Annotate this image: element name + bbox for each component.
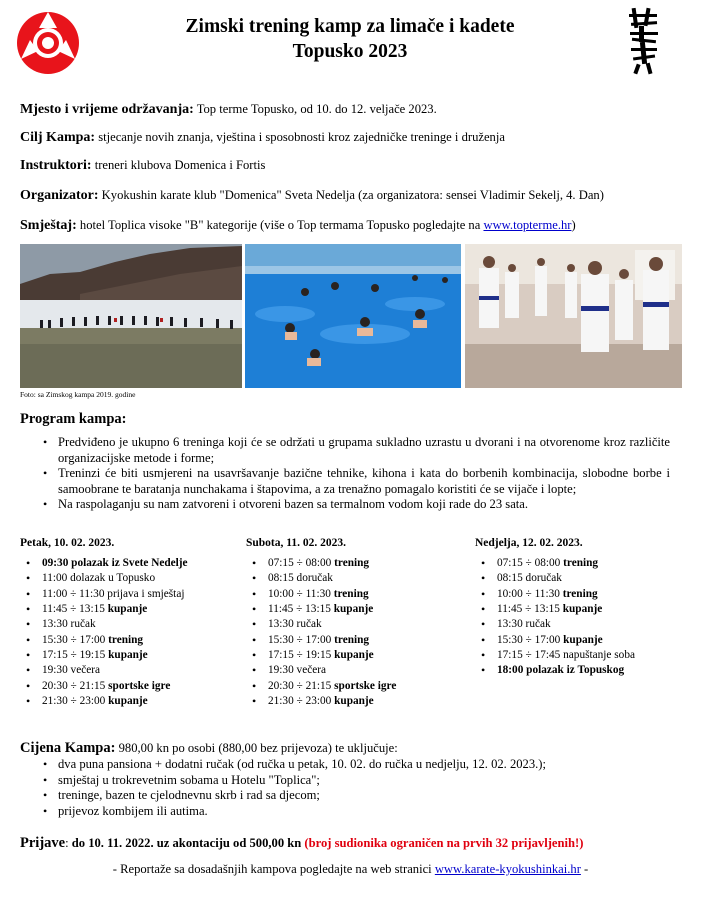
day-title: Subota, 11. 02. 2023. [246, 537, 347, 549]
karate-kyokushinkai-link[interactable]: www.karate-kyokushinkai.hr [434, 862, 581, 876]
schedule-event: kupanje [334, 649, 374, 662]
schedule-list [475, 556, 700, 679]
photo-pool [245, 244, 461, 388]
info-label: Instruktori: [20, 158, 92, 173]
page-title [110, 14, 590, 64]
footer-text-after: - [580, 862, 589, 876]
info-text-after: ) [571, 218, 576, 232]
photo-outdoor-training [20, 244, 242, 388]
info-goal [20, 130, 505, 146]
schedule-event: trening [563, 557, 599, 569]
schedule-event: sportske igre [108, 679, 171, 692]
schedule-time: 20:30 ÷ 21:15 [268, 679, 335, 692]
registration-deadline: do 10. 11. 2022. uz akontaciju od 500,00 kn [71, 836, 302, 850]
schedule-item [20, 648, 245, 663]
schedule-item [475, 633, 700, 648]
footer-text: - Reportaže sa dosadašnjih kampova pogledajte na web stranici [112, 862, 435, 876]
schedule-item [475, 556, 700, 571]
schedule-item [20, 633, 245, 648]
schedule-item [246, 556, 471, 571]
schedule-time: 10:00 ÷ 11:30 [268, 587, 334, 600]
info-text: Top terme Topusko, od 10. do 12. veljače 2023. [193, 102, 437, 116]
topterme-link[interactable]: www.topterme.hr [483, 218, 572, 232]
info-label: Mjesto i vrijeme održavanja: [20, 102, 194, 117]
info-accommodation [20, 218, 576, 234]
info-location [20, 102, 437, 118]
schedule-time: 13:30 ručak [268, 618, 322, 631]
schedule-day-saturday [246, 537, 471, 709]
list-item: • Na raspolaganju su nam zatvoreni i otvoreni bazen sa termalnom vodom koji rade do 23 sata. [38, 497, 670, 513]
schedule-item [20, 571, 245, 586]
registration-colon: : [65, 836, 72, 850]
info-text: Kyokushin karate klub "Domenica" Sveta Nedelja (za organizatora: sensei Vladimir Sekelj, 4. Dan) [98, 188, 604, 202]
schedule-time: 11:00 ÷ 11:30 prijava i smještaj [42, 587, 185, 600]
schedule-event: trening [562, 587, 598, 600]
schedule-event: kupanje [108, 649, 148, 662]
info-label: Smještaj: [20, 218, 77, 233]
list-item: • smještaj u trokrevetnim sobama u Hotelu "Toplica"; [38, 773, 678, 789]
schedule-time: 11:00 dolazak u Topusko [42, 572, 156, 585]
schedule-item [246, 617, 471, 632]
day-title: Petak, 10. 02. 2023. [20, 537, 115, 549]
schedule-event: sportske igre [334, 679, 397, 692]
info-organizer [20, 188, 604, 204]
info-text: treneri klubova Domenica i Fortis [91, 158, 266, 172]
schedule-time: 11:45 ÷ 13:15 [42, 603, 108, 616]
list-item: • Predviđeno je ukupno 6 treninga koji će se održati u grupama sukladno uzrastu u dvorani i na otvorenome kroz različite organizacijske metode i forme; [38, 435, 670, 466]
program-list [38, 435, 670, 513]
list-item: • prijevoz kombijem ili autima. [38, 804, 678, 820]
list-item: • dva puna pansiona + dodatni ručak (od ručka u petak, 10. 02. do ručka u nedjelju, 12. 02. 2023.); [38, 757, 678, 773]
schedule-time: 15:30 ÷ 17:00 [42, 633, 109, 646]
schedule-item [20, 602, 245, 617]
schedule-item [246, 571, 471, 586]
header [0, 0, 701, 90]
schedule-event: trening [333, 587, 369, 600]
schedule-time: 08:15 doručak [268, 572, 333, 585]
info-label: Cilj Kampa: [20, 130, 96, 145]
kyokushin-logo-icon [16, 11, 80, 75]
schedule-time: 07:15 ÷ 08:00 [268, 557, 335, 569]
schedule-time: 15:30 ÷ 17:00 [268, 633, 335, 646]
schedule-item [475, 617, 700, 632]
schedule-time: 18:00 polazak iz Topuskog [497, 664, 625, 677]
schedule-time: 20:30 ÷ 21:15 [42, 679, 109, 692]
schedule-time: 17:15 ÷ 17:45 napuštanje soba [497, 649, 635, 662]
schedule-event: kupanje [333, 603, 374, 616]
price-line [20, 740, 398, 757]
schedule-time: 09:30 polazak iz Svete Nedelje [42, 557, 188, 569]
title-line-1: Zimski trening kamp za limače i kadete [185, 16, 515, 37]
kanji-calligraphy-icon [627, 6, 661, 76]
schedule-time: 17:15 ÷ 19:15 [42, 649, 109, 662]
schedule-time: 21:30 ÷ 23:00 [268, 695, 335, 708]
schedule-item [246, 602, 471, 617]
schedule-item [246, 694, 471, 709]
info-text: stjecanje novih znanja, vještina i sposobnosti kroz zajedničke treninge i druženja [95, 130, 505, 144]
schedule-time: 19:30 večera [268, 664, 327, 677]
list-item: • Treninzi će biti usmjereni na usavršavanje bazične tehnike, kihona i kata do borbenih kombinacija, slobodne borbe i samoobrane te baratanja nunchakama i štapovima, a za trenažno pomagalo koristiti će se vijače i lopte; [38, 466, 670, 497]
schedule-item [475, 663, 700, 678]
schedule-event: kupanje [107, 603, 148, 616]
schedule-item [475, 587, 700, 602]
schedule-item [475, 602, 700, 617]
schedule-item [246, 679, 471, 694]
schedule-item [20, 694, 245, 709]
schedule-time: 21:30 ÷ 23:00 [42, 695, 109, 708]
registration-line [20, 835, 583, 852]
info-instructors [20, 158, 265, 174]
schedule-day-sunday [475, 537, 700, 679]
price-list [38, 757, 678, 819]
registration-label: Prijave [20, 835, 66, 851]
schedule-event: kupanje [562, 603, 603, 616]
schedule-item [475, 571, 700, 586]
schedule-time: 11:45 ÷ 13:15 [497, 603, 563, 616]
schedule-time: 15:30 ÷ 17:00 [497, 633, 564, 646]
list-item: • treninge, bazen te cjelodnevnu skrb i rad sa djecom; [38, 788, 678, 804]
footer [0, 862, 701, 877]
price-label: Cijena Kampa: [20, 740, 116, 756]
photo-caption: Foto: sa Zimskog kampa 2019. godine [20, 390, 136, 399]
program-title: Program kampa: [20, 411, 127, 427]
info-text: hotel Toplica visoke "B" kategorije (više o Top termama Topusko pogledajte na [76, 218, 484, 232]
schedule-event: kupanje [563, 633, 603, 646]
schedule-event: kupanje [334, 695, 374, 708]
schedule-time: 10:00 ÷ 11:30 [497, 587, 563, 600]
title-line-2: Topusko 2023 [292, 41, 408, 62]
schedule-time: 11:45 ÷ 13:15 [268, 603, 334, 616]
schedule-time: 17:15 ÷ 19:15 [268, 649, 335, 662]
schedule-time: 08:15 doručak [497, 572, 562, 585]
schedule-item [475, 648, 700, 663]
schedule-item [20, 679, 245, 694]
schedule-time: 13:30 ručak [497, 618, 551, 631]
registration-limit: (broj sudionika ograničen na prvih 32 prijavljenih!) [301, 836, 584, 850]
schedule-item [246, 663, 471, 678]
schedule-item [246, 587, 471, 602]
schedule-item [20, 663, 245, 678]
schedule-time: 19:30 večera [42, 664, 101, 677]
schedule-time: 13:30 ručak [42, 618, 96, 631]
schedule-item [246, 648, 471, 663]
schedule-item [20, 556, 245, 571]
schedule-event: trening [334, 557, 370, 569]
schedule-item [20, 587, 245, 602]
schedule-day-friday [20, 537, 245, 709]
schedule-event: trening [334, 633, 370, 646]
schedule-list [20, 556, 245, 709]
info-label: Organizator: [20, 188, 99, 203]
schedule-item [20, 617, 245, 632]
schedule-item [246, 633, 471, 648]
schedule-event: kupanje [108, 695, 148, 708]
schedule-time: 07:15 ÷ 08:00 [497, 557, 564, 569]
photo-dojo-training [465, 244, 682, 388]
schedule-event: trening [108, 633, 144, 646]
price-text: 980,00 kn po osobi (880,00 bez prijevoza) te uključuje: [115, 741, 398, 755]
day-title: Nedjelja, 12. 02. 2023. [475, 537, 583, 549]
schedule-list [246, 556, 471, 709]
